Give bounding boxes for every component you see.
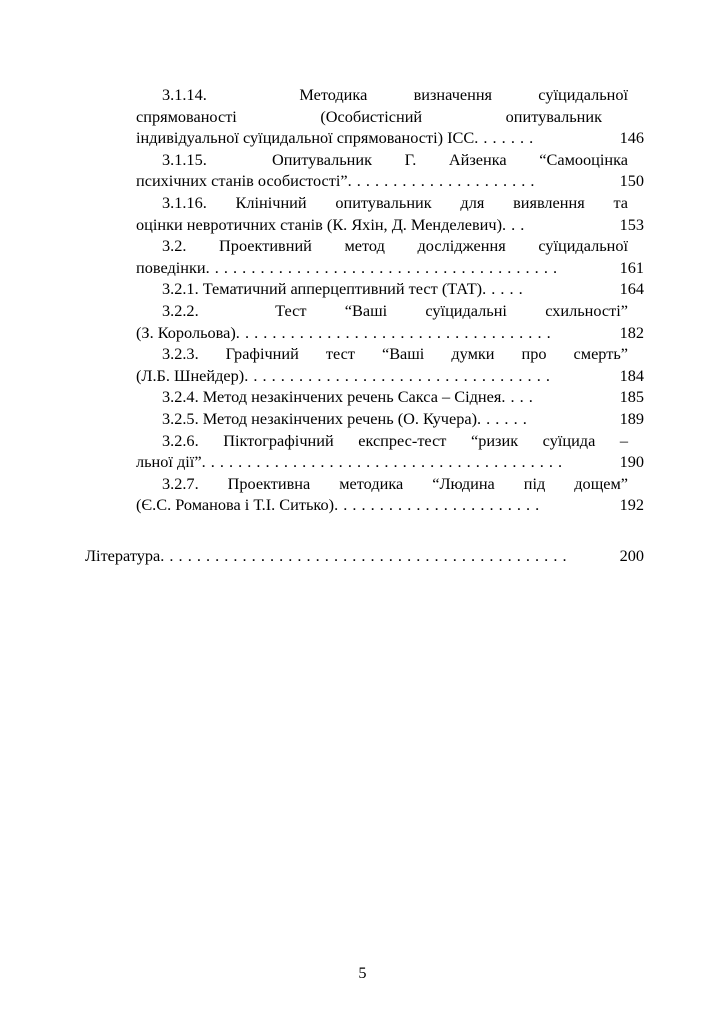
- toc-entry-last-line: [136, 257, 644, 279]
- toc-leader-dots: . . . .: [501, 387, 534, 407]
- toc-entry-title: психічних станів особистості”: [136, 171, 348, 191]
- toc-entry-title: оцінки невротичних станів (К. Яхін, Д. Менделевич): [136, 214, 503, 234]
- toc-entry-3-2-7: [136, 473, 644, 516]
- toc-entry-3-2-4: [136, 386, 644, 408]
- toc-entry-title: 3.2.4. Метод незакінчених речень Сакса – Сіднея: [162, 387, 502, 407]
- toc-entry-text-line: 3.2. Проективний метод дослідження суїцидальної: [162, 236, 628, 256]
- toc-entry-last-line: [136, 322, 644, 344]
- toc-entry-last-line: [136, 365, 644, 387]
- toc-leader-dots: . . . . . . .: [474, 128, 534, 148]
- toc-entry-title: поведінки: [136, 257, 206, 277]
- toc-leader-dots: . . . . . . . . . . . . . . . . . . . . . . . . . . . . . . . . . . . . . . . .: [201, 452, 563, 472]
- toc-entry-literature: [85, 545, 644, 567]
- toc-leader-dots: . . .: [502, 214, 525, 234]
- toc-entry-last-line: [136, 127, 644, 149]
- toc-entry-title: льної дії”: [136, 452, 202, 472]
- toc-page-number: 164: [619, 279, 644, 299]
- toc-entry-text-line: спрямованості (Особистісний опитувальник: [136, 106, 602, 126]
- toc-leader-dots: . . . . .: [482, 279, 524, 299]
- toc-entry-last-line: [136, 451, 644, 473]
- toc-leader-dots: . . . . . . . . . . . . . . . . . . . . . . . . . . . . . . . . . . . . . . .: [205, 257, 558, 277]
- toc-entry-text-line: 3.2.6. Піктографічний експрес-тест “ризик суїцида –: [162, 430, 628, 450]
- toc-leader-dots: . . . . . .: [477, 408, 528, 428]
- toc-entry-3-2-6: [136, 430, 644, 473]
- toc-leader-dots: . . . . . . . . . . . . . . . . . . . . . . .: [334, 495, 540, 515]
- toc-entry-text-line: 3.1.16. Клінічний опитувальник для виявлення та: [162, 192, 628, 212]
- toc-entry-3-2-3: [136, 343, 644, 386]
- toc-page-number: 192: [619, 495, 644, 515]
- toc-entry-last-line: [136, 278, 644, 300]
- toc-entry-last-line: [136, 214, 644, 236]
- toc-page-number: 161: [619, 257, 644, 277]
- toc-page-number: 185: [619, 387, 644, 407]
- toc-leader-dots: . . . . . . . . . . . . . . . . . . . . . . . . . . . . . . . . . . .: [235, 322, 552, 342]
- toc-entry-text-line: 3.1.15. Опитувальник Г. Айзенка “Самооцінка: [162, 149, 628, 169]
- toc-entry-title: індивідуальної суїцидальної спрямованості) ІСС: [136, 128, 475, 148]
- toc-entry-title: (Є.С. Романова і Т.І. Ситько): [136, 495, 335, 515]
- toc-entry-last-line: [136, 386, 644, 408]
- toc-leader-dots: . . . . . . . . . . . . . . . . . . . . . . . . . . . . . . . . . . . . . . . . . . . . .: [160, 546, 568, 565]
- toc-entry-last-line: [136, 494, 644, 516]
- toc-leader-dots: . . . . . . . . . . . . . . . . . . . . .: [347, 171, 535, 191]
- toc-entry-3-1-15: [136, 149, 644, 192]
- toc-entry-3-1-16: [136, 192, 644, 235]
- toc-entry-title: Література: [85, 546, 161, 565]
- toc-entry-title: 3.2.1. Тематичний апперцептивний тест (ТАТ): [162, 279, 483, 299]
- toc-page-number: 184: [619, 365, 644, 385]
- toc-entry-3-2-1: [136, 278, 644, 300]
- page-number: 5: [358, 963, 367, 982]
- toc-page-number: 153: [619, 214, 644, 234]
- toc-entry-last-line: [136, 170, 644, 192]
- toc-page-number: 182: [619, 322, 644, 342]
- toc-entry-text-line: 3.2.2. Тест “Ваші суїцидальні схильності”: [162, 300, 628, 320]
- toc-entry-3-2: [136, 235, 644, 278]
- toc-entry-title: 3.2.5. Метод незакінчених речень (О. Кучера): [162, 408, 477, 428]
- toc-entry-text-line: 3.2.7. Проективна методика “Людина під дощем”: [162, 473, 628, 493]
- toc-leader-dots: . . . . . . . . . . . . . . . . . . . . . . . . . . . . . . . . . .: [244, 365, 551, 385]
- toc-page-number: 189: [619, 408, 644, 428]
- toc-page-number: 190: [619, 452, 644, 472]
- toc-entry-last-line: [85, 545, 644, 567]
- table-of-contents: [136, 84, 644, 516]
- toc-entry-title: (Л.Б. Шнейдер): [136, 365, 245, 385]
- toc-entry-text-line: 3.1.14. Методика визначення суїцидальної: [162, 85, 628, 104]
- toc-entry-text-line: 3.2.3. Графічний тест “Ваші думки про смерть”: [162, 344, 628, 364]
- toc-entry-3-1-14: [136, 84, 644, 149]
- toc-entry-last-line: [136, 408, 644, 430]
- toc-page-number: 150: [619, 171, 644, 191]
- toc-entry-3-2-2: [136, 300, 644, 343]
- toc-page-number: 146: [619, 128, 644, 148]
- toc-entry-title: (З. Корольова): [136, 322, 236, 342]
- toc-page-number: 200: [619, 546, 644, 565]
- toc-entry-3-2-5: [136, 408, 644, 430]
